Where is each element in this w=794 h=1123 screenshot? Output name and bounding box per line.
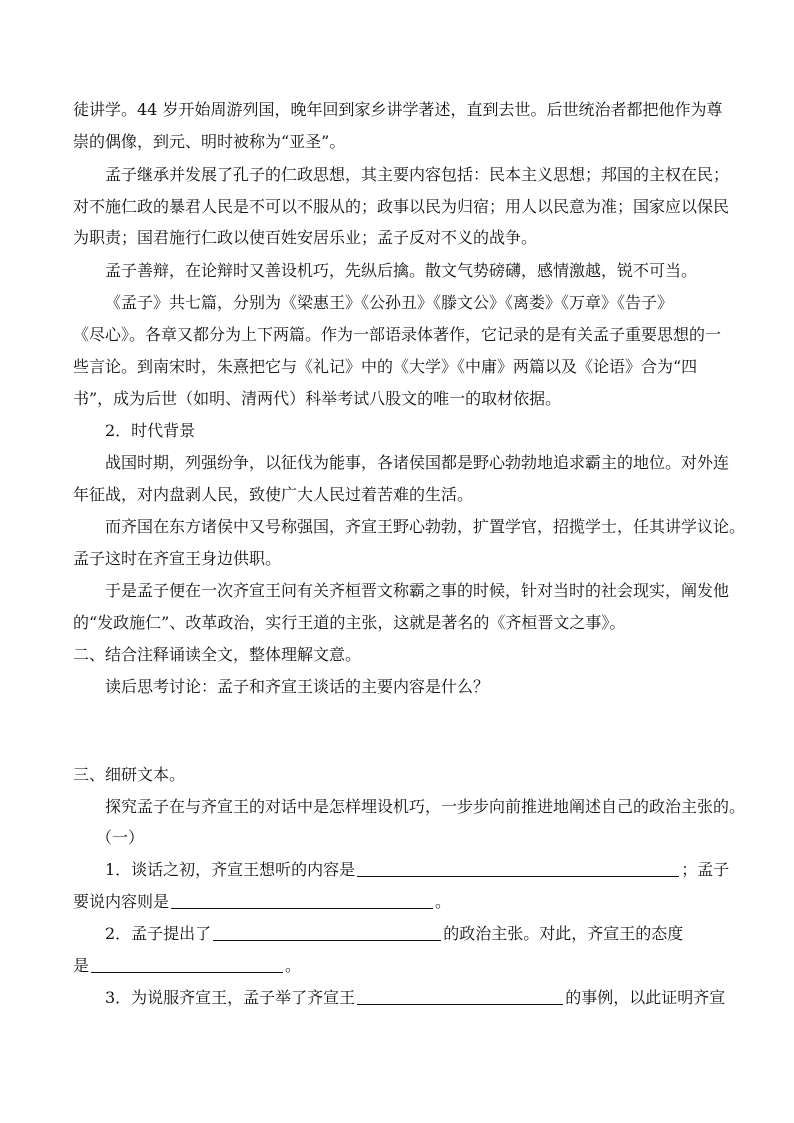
question-2-line-2 [73, 954, 723, 978]
paragraph-line: 《孟子》共七篇，分别为《梁惠王》《公孙丑》《滕文公》《离娄》《万章》《告子》 [105, 293, 674, 312]
answer-blank[interactable] [357, 986, 563, 1005]
paragraph-line: 孟子这时在齐宣王身边供职。 [73, 549, 282, 568]
paragraph-line: 于是孟子便在一次齐宣王问有关齐桓晋文称霸之事的时候，针对当时的社会现实，阐发他 [105, 581, 730, 600]
section-heading: 三、细研文本。 [73, 765, 186, 784]
paragraph-line: 孟子善辩，在论辩时又善设机巧，先纵后擒。散文气势磅礴，感情激越，锐不可当。 [105, 261, 698, 280]
question-text: 的政治主张。对此，齐宣王的态度 [443, 924, 684, 943]
paragraph-line: 的“发政施仁”、改革政治，实行王道的主张，这就是著名的《齐桓晋文之事》。 [73, 613, 626, 632]
question-text: 的事例，以此证明齐宣 [565, 988, 726, 1007]
question-3-line-1 [105, 986, 726, 1010]
paragraph-line: 崇的偶像，到元、明时被称为“亚圣”。 [73, 132, 346, 151]
paragraph-line: 探究孟子在与齐宣王的对话中是怎样埋设机巧，一步步向前推进地阐述自己的政治主张的。 [105, 797, 746, 816]
paragraph-line: 徒讲学。44 岁开始周游列国，晚年回到家乡讲学著述，直到去世。后世统治者都把他作为尊 [73, 100, 723, 119]
question-text: 要说内容则是 [73, 892, 170, 911]
paragraph-line: 孟子继承并发展了孔子的仁政思想，其主要内容包括：民本主义思想；邦国的主权在民； [105, 165, 730, 184]
answer-blank[interactable] [213, 922, 441, 941]
paragraph-line: 而齐国在东方诸侯中又号称强国，齐宣王野心勃勃，扩置学官，招揽学士，任其讲学议论。 [105, 517, 746, 536]
question-text: 。 [435, 892, 452, 911]
question-1-line-2 [73, 890, 723, 914]
paragraph-line: 些言论。到南宋时，朱熹把它与《礼记》中的《大学》《中庸》两篇以及《论语》合为“四 [73, 357, 698, 376]
question-text: 2．孟子提出了 [105, 924, 212, 943]
question-text: ；孟子 [681, 860, 730, 879]
paragraph-line: 为职责；国君施行仁政以使百姓安居乐业；孟子反对不义的战争。 [73, 228, 538, 247]
question-text: 是 [73, 956, 90, 975]
section-heading: 二、结合注释诵读全文，整体理解文意。 [73, 645, 362, 664]
question-text: 。 [285, 956, 302, 975]
question-text: 1．谈话之初，齐宣王想听的内容是 [105, 860, 356, 879]
part-label: （一） [96, 828, 145, 847]
paragraph-line: 《尽心》。各章又都分为上下两篇。作为一部语录体著作，它记录的是有关孟子重要思想的一 [73, 325, 722, 344]
answer-blank[interactable] [357, 858, 679, 877]
answer-blank[interactable] [91, 954, 283, 973]
question-1-line-1 [105, 858, 730, 882]
answer-blank[interactable] [171, 890, 433, 909]
paragraph-line: 年征战，对内盘剥人民，致使广大人民过着苦难的生活。 [73, 485, 474, 504]
section-heading: 2．时代背景 [105, 421, 196, 440]
paragraph-line: 书”，成为后世（如明、清两代）科举考试八股文的唯一的取材依据。 [73, 389, 562, 408]
question-text: 3．为说服齐宣王，孟子举了齐宣王 [105, 988, 356, 1007]
paragraph-line: 对不施仁政的暴君人民是不可以不服从的；政事以民为归宿；用人以民意为准；国家应以保民 [73, 197, 730, 216]
paragraph-line: 战国时期，列强纷争，以征伐为能事，各诸侯国都是野心勃勃地追求霸主的地位。对外连 [105, 453, 730, 472]
discussion-prompt: 读后思考讨论：孟子和齐宣王谈话的主要内容是什么？ [105, 677, 490, 696]
question-2-line-1 [105, 922, 723, 946]
